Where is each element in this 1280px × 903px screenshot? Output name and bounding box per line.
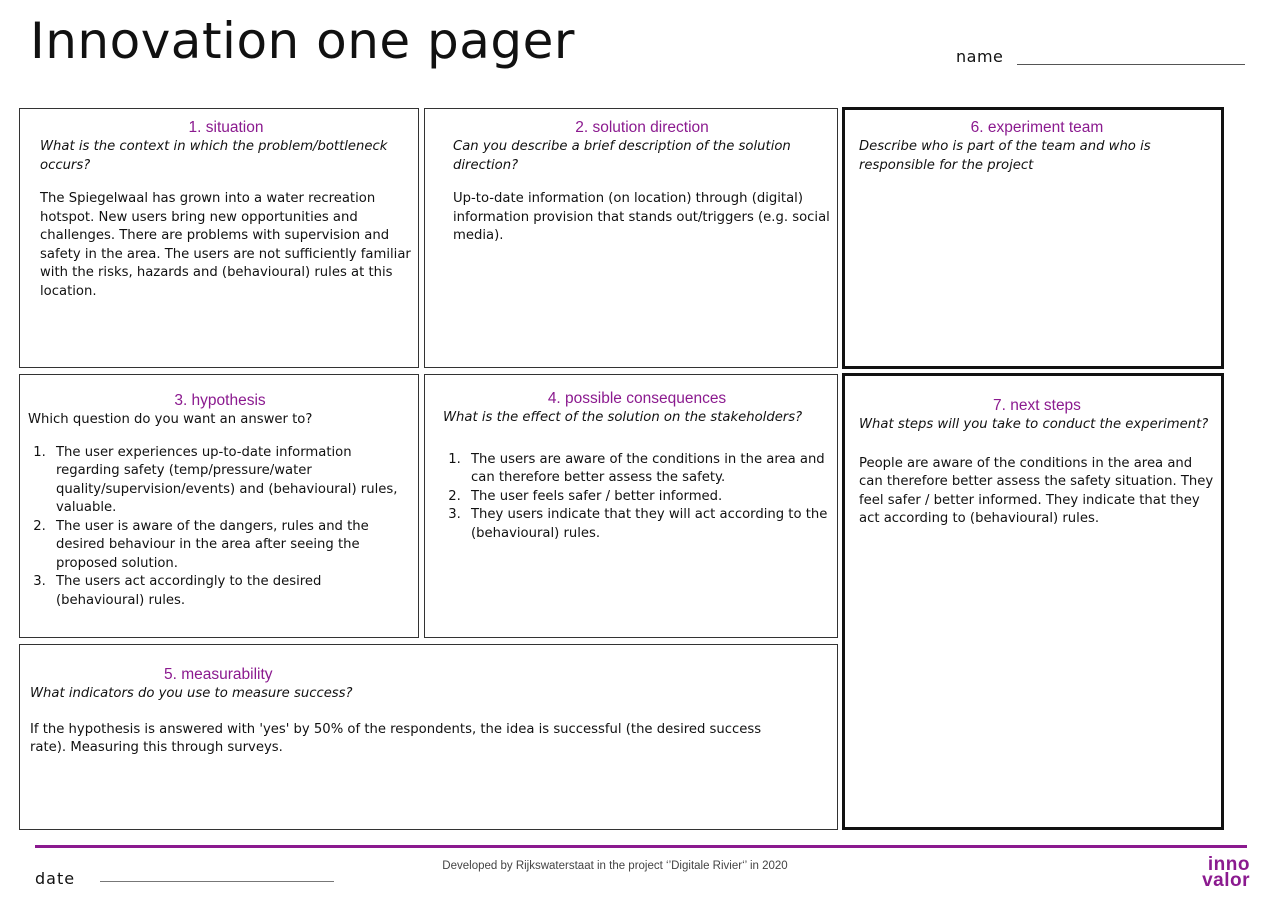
consequences-question: What is the effect of the solution on the stakeholders? — [443, 410, 803, 425]
page-title: Innovation one pager — [30, 12, 575, 70]
hypothesis-question: Which question do you want an answer to? — [28, 412, 313, 427]
consequences-heading: 4. possible consequences — [547, 390, 727, 407]
list-item: 3. They users indicate that they will act according to the (behavioural) rules. — [465, 506, 831, 543]
name-label: name — [956, 47, 1004, 66]
next-steps-box — [842, 373, 1224, 830]
team-heading: 6. experiment team — [970, 119, 1104, 136]
list-item: 1. The user experiences up-to-date information regarding safety (temp/pressure/water quality/supervision/events) and (behavioural) rules, valuable. — [50, 444, 412, 518]
situation-question: What is the context in which the problem/bottleneck occurs? — [40, 139, 388, 173]
date-input-line[interactable] — [100, 881, 334, 882]
footer-credit: Developed by Rijkswaterstaat in the project ‘’Digitale Rivier‘’ in 2020 — [442, 860, 788, 872]
measurability-heading: 5. measurability — [164, 666, 273, 683]
situation-heading: 1. situation — [188, 119, 264, 136]
solution-box — [424, 108, 838, 368]
list-item: 1. The users are aware of the conditions in the area and can therefore better assess the safety. — [465, 451, 831, 488]
footer-divider — [35, 845, 1247, 848]
solution-heading: 2. solution direction — [575, 119, 709, 136]
team-question: Describe who is part of the team and who is responsible for the project — [859, 139, 1151, 173]
consequences-list — [443, 451, 831, 544]
innovalor-logo — [1180, 854, 1250, 891]
list-item: 2. The user feels safer / better informed. — [465, 488, 831, 507]
situation-box — [19, 108, 419, 368]
date-label: date — [35, 869, 76, 888]
measurability-question: What indicators do you use to measure success? — [30, 686, 353, 701]
hypothesis-heading: 3. hypothesis — [174, 392, 266, 409]
list-item: 2. The user is aware of the dangers, rules and the desired behaviour in the area after seeing the proposed solution. — [50, 518, 412, 574]
next-steps-body: People are aware of the conditions in the area and can therefore better assess the safety situation. They feel safer / better informed. They indicate that they act according to (behavioural) rules. — [859, 455, 1214, 526]
consequences-box — [424, 374, 838, 638]
solution-body: Up-to-date information (on location) through (digital) information provision that stands out/triggers (e.g. social media). — [453, 191, 830, 243]
hypothesis-box — [19, 374, 419, 638]
logo-line-1: inno — [1207, 854, 1250, 875]
next-steps-heading: 7. next steps — [993, 397, 1081, 414]
next-steps-question: What steps will you take to conduct the experiment? — [859, 417, 1209, 432]
team-box — [842, 107, 1224, 369]
solution-question: Can you describe a brief description of the solution direction? — [453, 139, 791, 173]
list-item: 3. The users act accordingly to the desired (behavioural) rules. — [50, 573, 412, 610]
name-input-line[interactable] — [1017, 64, 1245, 65]
hypothesis-list — [28, 444, 412, 611]
measurability-box — [19, 644, 838, 830]
logo-line-2: valor — [1202, 870, 1250, 891]
situation-body: The Spiegelwaal has grown into a water recreation hotspot. New users bring new opportunities and challenges. There are problems with supervision and safety in the area. The users are not sufficiently familiar with the risks, hazards and (behavioural) rules at this location. — [40, 191, 411, 299]
measurability-body: If the hypothesis is answered with 'yes' by 50% of the respondents, the idea is successful (the desired success rate). Measuring this through surveys. — [30, 721, 762, 755]
